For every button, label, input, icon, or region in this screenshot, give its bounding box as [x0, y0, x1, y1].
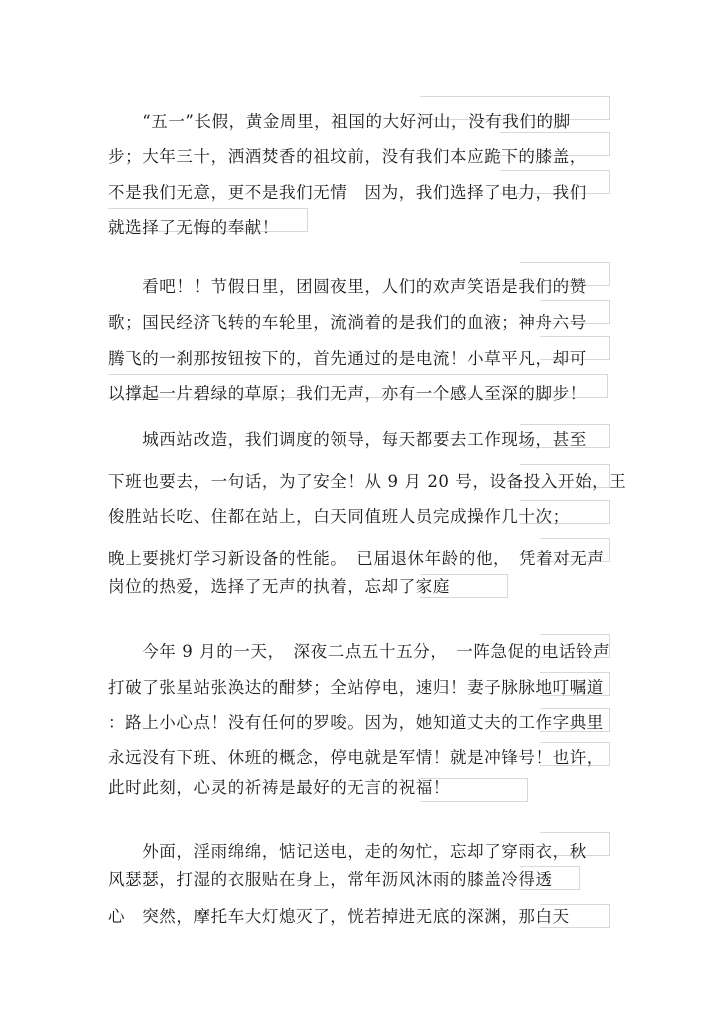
paragraph-4-line-4: 永远没有下班、休班的概念，停电就是军情！就是冲锋号！也许，	[108, 748, 604, 767]
paragraph-3-line-2: 下班也要去，一句话，为了安全！从 9 月 20 号，设备投入开始，王	[108, 472, 627, 491]
paragraph-4-line-1: 今年 9 月的一天， 深夜二点五十五分， 一阵急促的电话铃声	[108, 642, 611, 661]
paragraph-2-line-3: 腾飞的一刹那按钮按下的，首先通过的是电流！小草平凡，却可	[108, 349, 587, 368]
paragraph-3-line-3: 俊胜站长吃、住都在站上，白天同值班人员完成操作几十次；	[108, 507, 570, 526]
paragraph-2-line-1: 看吧！！节假日里，团圆夜里，人们的欢声笑语是我们的赞	[108, 277, 587, 296]
paragraph-4-line-2: 打破了张星站张涣达的酣梦；全站停电，速归！妻子脉脉地叮嘱道	[108, 678, 604, 697]
paragraph-5-line-1: 外面，淫雨绵绵，惦记送电，走的匆忙，忘却了穿雨衣，秋	[108, 842, 587, 861]
paragraph-3-line-4: 晚上要挑灯学习新设备的性能。 已届退休年龄的他， 凭着对无声	[108, 549, 605, 568]
paragraph-2-line-4: 以撑起一片碧绿的草原；我们无声，亦有一个感人至深的脚步！	[108, 384, 587, 403]
paragraph-1-line-1: “五一”长假，黄金周里，祖国的大好河山，没有我们的脚	[108, 112, 571, 131]
paragraph-4-line-5: 此时此刻，心灵的祈祷是最好的无言的祝福！	[108, 778, 450, 797]
paragraph-1-line-2: 步；大年三十，洒酒焚香的祖坟前，没有我们本应跪下的膝盖，	[108, 147, 587, 166]
paragraph-4-line-3: ：路上小心点！没有任何的罗唆。因为，她知道丈夫的工作字典里	[108, 713, 604, 732]
paragraph-3-line-5: 岗位的热爱，选择了无声的执着，忘却了家庭	[108, 577, 450, 596]
paragraph-5-line-2: 风瑟瑟，打湿的衣服贴在身上，常年沥风沐雨的膝盖冷得透	[108, 870, 553, 889]
paragraph-1-line-4: 就选择了无悔的奉献！	[108, 218, 279, 237]
paragraph-2-line-2: 歌；国民经济飞转的车轮里，流淌着的是我们的血液；神舟六号	[108, 313, 587, 332]
paragraph-5-line-3: 心 突然，摩托车大灯熄灭了，恍若掉进无底的深渊，那白天	[108, 907, 570, 926]
paragraph-1-line-3: 不是我们无意，更不是我们无情 因为，我们选择了电力，我们	[108, 183, 587, 202]
paragraph-3-line-1: 城西站改造，我们调度的领导，每天都要去工作现场，甚至	[108, 430, 587, 449]
